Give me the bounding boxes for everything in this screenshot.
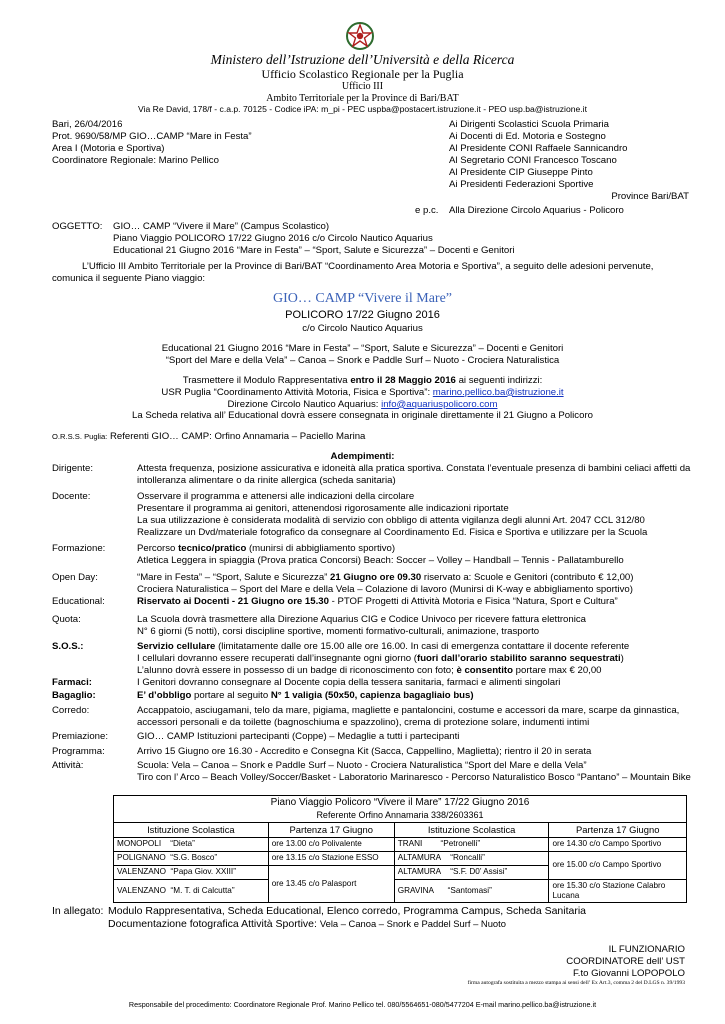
- recipient: Al Presidente CONI Raffaele Sannicandro: [449, 142, 628, 154]
- row-line: N° 6 giorni (5 notti), corsi discipline sportive, momenti formativo-culturali, animazione, trasporto: [137, 625, 540, 637]
- departure-cell: ore 14.30 c/o Campo Sportivo: [549, 837, 687, 851]
- adempimenti-heading: Adempimenti:: [330, 451, 395, 462]
- scheda-note: La Scheda relativa all’ Educational dovrà essere consegnata in originale direttamente il 21 Giugno a Policoro: [132, 410, 593, 421]
- text-bold: tecnico/pratico: [178, 543, 247, 554]
- departure-cell: ore 13.45 c/o Palasport: [268, 865, 394, 903]
- city: VALENZANO: [117, 866, 166, 876]
- text-span: riservato a: Scuole e Genitori (contributo € 12,00): [423, 572, 634, 583]
- table-header: Istituzione Scolastica: [114, 822, 269, 837]
- row-text: [137, 543, 717, 567]
- departure-cell: ore 13.15 c/o Stazione ESSO: [268, 851, 394, 865]
- row-label: Premiazione:: [52, 731, 108, 742]
- event-place: POLICORO 17/22 Giugno 2016: [285, 309, 440, 321]
- row-line: La Scuola dovrà trasmettere alla Direzione Aquarius CIG e Codice Univoco per ricevere fattura elettronica: [137, 614, 586, 625]
- oggetto-line: GIO… CAMP “Vivere il Mare” (Campus Scolastico): [113, 221, 330, 232]
- signature-line: COORDINATORE dell’ UST: [566, 955, 685, 967]
- school: “S.G. Bosco”: [170, 852, 218, 862]
- text-bold: Servizio cellulare: [137, 641, 216, 652]
- signature-block: [400, 944, 685, 980]
- row-line: Atletica Leggera in spiaggia (Prova pratica Concorsi) Beach: Soccer – Volley – Handball – Tennis - Pallatamburello: [137, 554, 624, 566]
- text-span: (munirsi di abbigliamento sportivo): [248, 543, 396, 554]
- row-line: Presentare il programma ai genitori, attenendosi rigorosamente alle indicazioni riportate: [137, 502, 509, 514]
- travel-plan-table: [113, 795, 687, 903]
- row-label: Educational:: [52, 596, 105, 607]
- letter-meta: [52, 119, 382, 167]
- signature-line: IL FUNZIONARIO: [608, 944, 685, 955]
- school-cell: [114, 851, 269, 865]
- row-label: Open Day:: [52, 572, 98, 583]
- usr-email-link[interactable]: marino.pellico.ba@istruzione.it: [432, 386, 564, 398]
- text-bold: fuori dall’orario stabilito saranno sequestrati: [417, 652, 621, 664]
- text-bold: N° 1 valigia: [270, 690, 323, 701]
- row-line: Realizzare un Dvd/materiale fotografico da consegnare al Coordinamento Ed. Fisica e Sportiva e utilizzare per la Scuola: [137, 526, 648, 538]
- school-cell: [394, 865, 549, 879]
- recipient: Al Presidente CIP Giuseppe Pinto: [449, 166, 593, 178]
- event-title: GIO… CAMP “Vivere il Mare”: [272, 291, 453, 306]
- table-header: Partenza 17 Giugno: [549, 822, 687, 837]
- orss-text: Referenti GIO… CAMP: Orfino Annamaria – Paciello Marina: [109, 431, 366, 442]
- school-cell: [114, 879, 269, 903]
- table-header: Istituzione Scolastica: [394, 822, 549, 837]
- row-label: Farmaci:: [52, 677, 92, 688]
- orss-label: O.R.S.S. Puglia:: [52, 432, 108, 441]
- recipients: [449, 119, 689, 203]
- departure-cell: ore 15.00 c/o Campo Sportivo: [549, 851, 687, 879]
- republic-emblem-icon: [345, 20, 375, 52]
- text-bold: (50x50, capienza bagagliaio bus): [324, 690, 474, 701]
- departure-cell: ore 15.30 c/o Stazione Calabro Lucana: [549, 879, 687, 903]
- signature-line: F.to Giovanni LOPOPOLO: [573, 967, 685, 979]
- school-cell: [394, 879, 549, 903]
- ep-recipient: Alla Direzione Circolo Aquarius - Policoro: [449, 205, 624, 216]
- oggetto-line: Educational 21 Giugno 2016 “Mare in Festa” – “Sport, Salute e Sicurezza” – Docenti e Genitori: [113, 244, 515, 256]
- text-span: Vela – Canoa – Snork e Paddel Surf – Nuoto: [319, 918, 506, 930]
- school-cell: [114, 865, 269, 879]
- row-label: Attività:: [52, 760, 84, 771]
- dir-text: Direzione Circolo Nautico Aquarius:: [227, 398, 379, 410]
- table-header: Partenza 17 Giugno: [268, 822, 394, 837]
- row-label: S.O.S.:: [52, 641, 84, 652]
- row-line: [137, 641, 717, 653]
- address-line: Via Re David, 178/f - c.a.p. 70125 - Codice iPA: m_pi - PEC uspba@postacert.istruzione.it - PEO usp.ba@istruzione.it: [138, 104, 587, 114]
- text-span: I cellulari dovranno essere recuperati dall’insegnante ogni giorno (: [137, 652, 417, 664]
- area-title: Ambito Territoriale per la Province di Bari/BAT: [266, 93, 459, 104]
- table-referente: Referente Orfino Annamaria 338/2603361: [316, 809, 484, 820]
- row-line: Tiro con l’ Arco – Beach Volley/Soccer/Basket - Laboratorio Marinaresco - Percorso Naturalistico Bosco “Pantano” – Mountain Bike: [137, 771, 691, 783]
- school-cell: [114, 837, 269, 851]
- text-span: (limitatamente dalle ore 15.00 alle ore 16.00. In casi di emergenza contattare il docente referente: [218, 641, 630, 652]
- row-text: [137, 572, 717, 596]
- text-span: - PTOF Progetti di Attività Motoria e Fisica “Natura, Sport e Cultura”: [331, 596, 618, 607]
- sub-office: Ufficio III: [341, 81, 384, 92]
- row-text: Attesta frequenza, posizione assicurativa e idoneità alla pratica sportiva. Constata l’eventuale presenza di bambini celiaci affetti da intolleranza alimentare o da rinite allergica (scheda sanitaria): [137, 463, 691, 486]
- oggetto-label: OGGETTO:: [52, 221, 103, 232]
- school: “Dieta”: [170, 838, 195, 848]
- row-line: Scuola: Vela – Canoa – Snork e Paddle Surf – Nuoto - Crociera Naturalistica “Sport del Mare e della Vela”: [137, 760, 587, 771]
- row-text: [137, 690, 717, 702]
- school: “Roncalli”: [450, 852, 485, 862]
- text-bold: E’ d’obbligo: [137, 690, 192, 701]
- city: VALENZANO: [117, 885, 166, 895]
- row-text: [137, 491, 717, 539]
- text-span: “Mare in Festa” – “Sport, Salute e Sicurezza”: [137, 572, 328, 583]
- row-line: [137, 543, 717, 555]
- row-label: Dirigente:: [52, 463, 94, 474]
- recipient: Ai Docenti di Ed. Motoria e Sostegno: [449, 130, 606, 142]
- text-span: Percorso: [137, 543, 176, 554]
- send-text: ai seguenti indirizzi:: [458, 374, 543, 386]
- letter-coordinator: Coordinatore Regionale: Marino Pellico: [52, 154, 219, 166]
- row-text: [137, 760, 717, 784]
- row-line: La sua utilizzazione è considerata modalità di servizio con obbligo di attenta vigilanza degli alunni Art. 2047 CCL 312/80: [137, 514, 645, 526]
- recipient: Ai Presidenti Federazioni Sportive: [449, 178, 594, 190]
- row-line: [137, 572, 717, 584]
- text-span: ): [620, 652, 624, 664]
- event-section: [0, 309, 725, 411]
- city: ALTAMURA: [397, 852, 442, 862]
- attachments-label: In allegato:: [52, 905, 104, 917]
- firma-note: firma autografa sostituita a mezzo stampa ai sensi dell’ Ex Art.3, comma 2 del D.LGS n. 39/1993: [467, 980, 685, 986]
- row-text: Accappatoio, asciugamani, telo da mare, pigiama, magliette e pantaloncini, costume e accessori da mare, scarpe da ginnastica, accessori personali e da toilette (bagnoschiuma e spazzolino), crema di protezione solare, indumenti intimi: [137, 705, 680, 728]
- text-bold: è consentito: [456, 664, 513, 676]
- row-line: Crociera Naturalistica – Sport del Mare e della Vela – Colazione di lavoro (Munirsi di K-way e abbigliamento sportivo): [137, 583, 633, 595]
- table-title-cell: [114, 796, 687, 823]
- school: “M. T. di Calcutta”: [170, 885, 235, 895]
- row-line: Osservare il programma e attenersi alle indicazioni della circolare: [137, 491, 415, 502]
- send-deadline: entro il 28 Maggio 2016: [350, 374, 456, 386]
- orss-line: [52, 431, 365, 443]
- recipient: Al Segretario CONI Francesco Toscano: [449, 154, 617, 166]
- school-cell: [394, 851, 549, 865]
- table-title: Piano Viaggio Policoro “Vivere il Mare” 17/22 Giugno 2016: [270, 797, 530, 808]
- departure-cell: ore 13.00 c/o Polivalente: [268, 837, 394, 851]
- text-bold: Riservato ai Docenti - 21 Giugno ore 15.30: [137, 596, 329, 607]
- usr-address: [0, 387, 725, 399]
- row-text: GIO… CAMP Istituzioni partecipanti (Coppe) – Medaglie a tutti i partecipanti: [137, 731, 460, 742]
- event-line2: “Sport del Mare e della Vela” – Canoa – Snork e Paddle Surf – Nuoto - Crociera Naturalistica: [165, 354, 560, 366]
- event-venue: c/o Circolo Nautico Aquarius: [302, 322, 423, 334]
- usr-text: USR Puglia “Coordinamento Attività Motoria, Fisica e Sportiva”:: [161, 386, 431, 398]
- row-text: Arrivo 15 Giugno ore 16.30 - Accredito e Consegna Kit (Sacca, Cappellino, Maglietta); rientro il 20 in serata: [137, 746, 592, 757]
- text-span: portare al seguito: [194, 690, 269, 701]
- text-span: L’alunno dovrà essere in possesso di un badge di riconoscimento con foto;: [137, 664, 454, 676]
- attachments-text: [108, 905, 698, 931]
- row-text: [137, 596, 717, 608]
- intro-paragraph: L’Ufficio III Ambito Territoriale per la Province di Bari/BAT “Coordinamento Area Motoria e Sportiva”, a seguito delle adesioni pervenute, comunica il seguente Piano viaggio:: [52, 261, 654, 284]
- dir-address: [0, 399, 725, 411]
- row-label: Corredo:: [52, 705, 90, 716]
- row-line: [137, 653, 717, 665]
- dir-email-link[interactable]: info@aquariuspolicoro.com: [381, 398, 498, 410]
- table-row: [114, 837, 687, 851]
- table-row: [114, 851, 687, 865]
- row-label: Docente:: [52, 491, 91, 502]
- ep-label: e p.c.: [415, 205, 439, 216]
- send-text: Trasmettere il Modulo Rappresentativa: [182, 374, 348, 386]
- school: “Papa Giov. XXIII”: [170, 866, 236, 876]
- row-line: [137, 665, 717, 677]
- footer: Responsabile del procedimento: Coordinatore Regionale Prof. Marino Pellico tel. 080/5564651-080/5477204 E-mail marino.pellico.ba@istruzione.it: [128, 1000, 597, 1009]
- letter-date: Bari, 26/04/2016: [52, 119, 123, 130]
- row-label: Bagaglio:: [52, 690, 96, 701]
- office-title: Ufficio Scolastico Regionale per la Puglia: [261, 67, 464, 81]
- text-bold: 21 Giugno ore 09.30: [330, 572, 422, 583]
- row-text: I Genitori dovranno consegnare al Docente copia della tessera sanitaria, farmaci e alimenti singolari: [137, 677, 561, 688]
- text-span: Documentazione fotografica Attività Sportive:: [108, 918, 317, 931]
- recipient: Province Bari/BAT: [611, 190, 689, 202]
- send-instructions: [0, 375, 725, 387]
- city: MONOPOLI: [117, 838, 162, 848]
- row-label: Quota:: [52, 614, 81, 625]
- text-span: portare max € 20,00: [515, 664, 602, 676]
- table-row: [114, 879, 687, 903]
- recipient: Ai Dirigenti Scolastici Scuola Primaria: [449, 119, 609, 130]
- city: GRAVINA: [397, 885, 434, 895]
- ministry-title: Ministero dell’Istruzione dell’Università e della Ricerca: [210, 52, 515, 67]
- row-text: [137, 614, 717, 638]
- row-text: [137, 641, 717, 677]
- school-cell: [394, 837, 549, 851]
- city: POLIGNANO: [117, 852, 166, 862]
- row-label: Formazione:: [52, 543, 106, 554]
- city: ALTAMURA: [397, 866, 442, 876]
- city: TRANI: [397, 838, 423, 848]
- school: “Petronelli”: [440, 838, 481, 848]
- event-line1: Educational 21 Giugno 2016 “Mare in Festa” – “Sport, Salute e Sicurezza” – Docenti e Genitori: [161, 342, 564, 354]
- attachments-line: Modulo Rappresentativa, Scheda Educational, Elenco corredo, Programma Campus, Scheda Sanitaria: [108, 905, 587, 917]
- school: “Santomasi”: [447, 885, 492, 895]
- oggetto-line: Piano Viaggio POLICORO 17/22 Giugno 2016 c/o Circolo Nautico Aquarius: [113, 232, 433, 244]
- letter-prot: Prot. 9690/58/MP GIO…CAMP “Mare in Festa”: [52, 130, 252, 142]
- school: “S.F. D0’ Assisi”: [450, 866, 508, 876]
- letter-area: Area I (Motoria e Sportiva): [52, 142, 165, 154]
- row-label: Programma:: [52, 746, 105, 757]
- attachments-line: [108, 918, 698, 931]
- oggetto: [113, 221, 673, 257]
